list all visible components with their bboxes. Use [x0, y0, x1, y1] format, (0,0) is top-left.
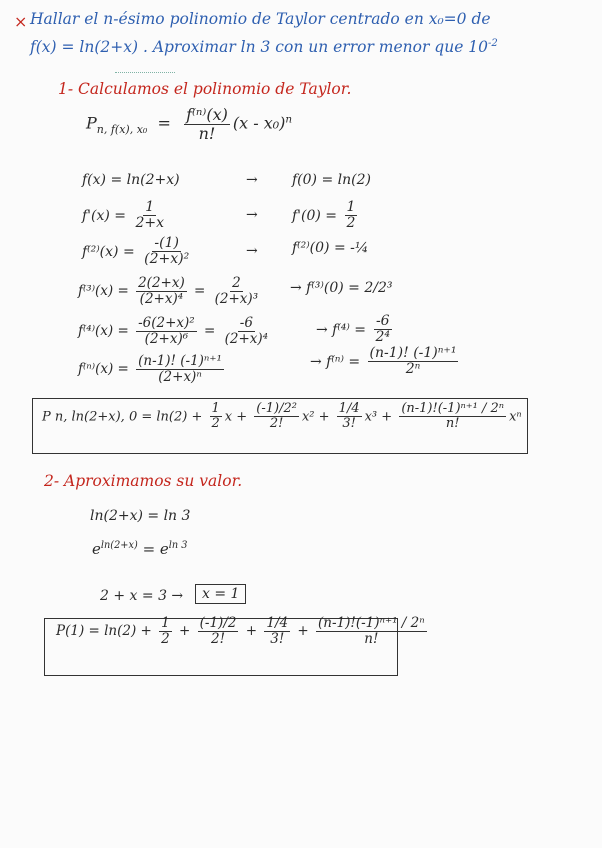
problem-statement-line2 [30, 38, 498, 56]
eq2-mid: = e [142, 540, 169, 558]
poly-lhs: P n, ln(2+x), 0 = ln(2) + [42, 409, 203, 425]
deriv-3-right: → f⁽³⁾(0) = 2/2³ [290, 280, 393, 296]
d1-den: 2+x [135, 215, 165, 232]
formula-num: f⁽ⁿ⁾(x) [186, 105, 228, 124]
approx-tn-num: (n-1)!(-1)ⁿ⁺¹ / 2ⁿ [318, 615, 425, 631]
arrow-0: → [246, 172, 258, 188]
poly-tn [399, 402, 506, 432]
d1-num: 1 [145, 199, 155, 215]
taylor-formula [86, 106, 292, 142]
d2-den: (2+x)² [144, 251, 190, 268]
approx-t1 [159, 616, 172, 647]
dnr-lhs: → f⁽ⁿ⁾ = [310, 353, 361, 370]
approx-t1-num: 1 [161, 615, 170, 631]
formula-lhs: P [86, 113, 97, 133]
poly-t3-var: x³ + [364, 409, 393, 425]
d2-num: -(1) [154, 235, 179, 251]
polynomial-result [42, 402, 522, 432]
approx-t3-num: 1/4 [266, 615, 289, 631]
approx-t2-num: (-1)/2 [199, 615, 237, 631]
d1-frac [133, 200, 166, 232]
deriv-n-right [310, 346, 461, 378]
approx-t3 [264, 616, 290, 647]
d1r-frac [345, 200, 358, 232]
poly-t3 [337, 402, 362, 432]
d3-den: (2+x)⁴ [139, 290, 184, 307]
formula-pow: n [285, 113, 293, 126]
d1r-num: 1 [346, 199, 356, 215]
poly-t2-num: (-1)/2² [256, 401, 297, 416]
approx-plus3: + [297, 622, 309, 639]
problem-bullet: × [14, 12, 28, 31]
dn-lhs: f⁽ⁿ⁾(x) = [78, 360, 129, 377]
deriv-1-left [82, 200, 169, 232]
poly-t1-num: 1 [211, 401, 220, 416]
d4-eq: = [204, 322, 216, 339]
approx-tn [316, 616, 427, 647]
section-2-title: 2- Aproximamos su valor. [44, 472, 243, 490]
poly-t2 [254, 402, 299, 432]
approx-plus1: + [179, 622, 191, 639]
approx-plus2: + [245, 622, 258, 639]
approx-tn-den: n! [364, 630, 379, 647]
d4r-lhs: → f⁽⁴⁾ = [316, 321, 367, 338]
poly-t1-var: x + [224, 409, 248, 425]
approx-t1-den: 2 [161, 630, 170, 647]
poly-t3-num: 1/4 [338, 401, 360, 416]
deriv-n-left [78, 354, 227, 385]
d4-lhs: f⁽⁴⁾(x) = [78, 322, 129, 339]
poly-t3-den: 3! [342, 416, 356, 432]
approximation-result [56, 616, 430, 647]
dn-frac [136, 354, 224, 385]
eq2-exp-right: ln 3 [168, 540, 188, 551]
d3-mid-frac [213, 276, 260, 307]
d2-lhs: f⁽²⁾(x) = [82, 243, 135, 260]
problem-statement-line1: Hallar el n-ésimo polinomio de Taylor centrado en x₀=0 de [30, 10, 491, 28]
formula-eq: = [152, 113, 176, 133]
d2-frac [142, 236, 191, 268]
solve-eq-3: 2 + x = 3 → [100, 588, 184, 604]
d4r-num: -6 [375, 313, 390, 329]
dnr-num: (n-1)! (-1)ⁿ⁺¹ [369, 345, 457, 361]
formula-tail: (x - x₀) [232, 113, 286, 133]
formula-den: n! [198, 123, 216, 143]
d1r-lhs: f'(0) = [292, 207, 338, 224]
d1r-den: 2 [346, 215, 356, 232]
dnr-den: 2ⁿ [405, 361, 421, 378]
deriv-1-right [292, 200, 360, 232]
d4-den: (2+x)⁶ [144, 330, 189, 347]
formula-fraction [184, 106, 230, 142]
section-1-title: 1- Calculamos el polinomio de Taylor. [58, 80, 352, 98]
eq2-exp-left: ln(2+x) [100, 540, 138, 551]
deriv-2-right: f⁽²⁾(0) = -¼ [292, 240, 369, 256]
poly-t1 [210, 402, 222, 432]
poly-t2-den: 2! [269, 416, 284, 432]
d4-mid-num: -6 [239, 315, 253, 331]
d3-mid-den: (2+x)³ [214, 290, 259, 307]
deriv-2-left [82, 236, 194, 268]
d3-eq: = [194, 282, 206, 299]
poly-tn-var: xⁿ [509, 409, 522, 425]
approx-t2-den: 2! [211, 630, 226, 647]
d4-mid-den: (2+x)⁴ [224, 330, 269, 347]
d4-num: -6(2+x)² [138, 315, 195, 331]
d1-lhs: f'(x) = [82, 207, 127, 224]
problem-line2-text: f(x) = ln(2+x) . Aproximar ln 3 con un error menor que 10 [30, 38, 489, 57]
d4-frac [136, 316, 197, 347]
approx-t2 [198, 616, 239, 647]
deriv-3-left [78, 276, 263, 307]
poly-tn-den: n! [445, 416, 460, 432]
d3-num: 2(2+x) [138, 275, 185, 291]
problem-error-exponent: -2 [488, 38, 498, 49]
solution-box: x = 1 [195, 584, 246, 604]
d4-mid-frac [223, 316, 270, 347]
formula-sub: n, f(x), x₀ [96, 122, 148, 136]
poly-t2-var: x² + [301, 409, 330, 425]
d3-lhs: f⁽³⁾(x) = [78, 282, 129, 299]
deriv-4-left [78, 316, 273, 347]
d3-frac [136, 276, 187, 307]
arrow-1: → [246, 207, 258, 223]
eq2-base: e [92, 540, 101, 558]
poly-tn-num: (n-1)!(-1)ⁿ⁺¹ / 2ⁿ [401, 401, 505, 416]
deriv-0-right: f(0) = ln(2) [292, 172, 371, 188]
d3-mid-num: 2 [232, 275, 241, 291]
d4r-den: 2⁴ [375, 329, 391, 346]
deriv-0-left: f(x) = ln(2+x) [82, 172, 180, 188]
solve-eq-1: ln(2+x) = ln 3 [90, 508, 191, 524]
dn-num: (n-1)! (-1)ⁿ⁺¹ [138, 353, 222, 369]
dn-den: (2+x)ⁿ [158, 368, 202, 385]
dnr-frac [368, 346, 459, 378]
arrow-2: → [246, 243, 258, 259]
poly-t1-den: 2 [211, 416, 220, 432]
solve-eq-2 [92, 540, 187, 558]
approx-lhs: P(1) = ln(2) + [56, 622, 152, 639]
dotted-rule [115, 72, 175, 73]
approx-t3-den: 3! [270, 630, 285, 647]
d4r-frac [374, 314, 393, 346]
deriv-4-right [316, 314, 395, 346]
